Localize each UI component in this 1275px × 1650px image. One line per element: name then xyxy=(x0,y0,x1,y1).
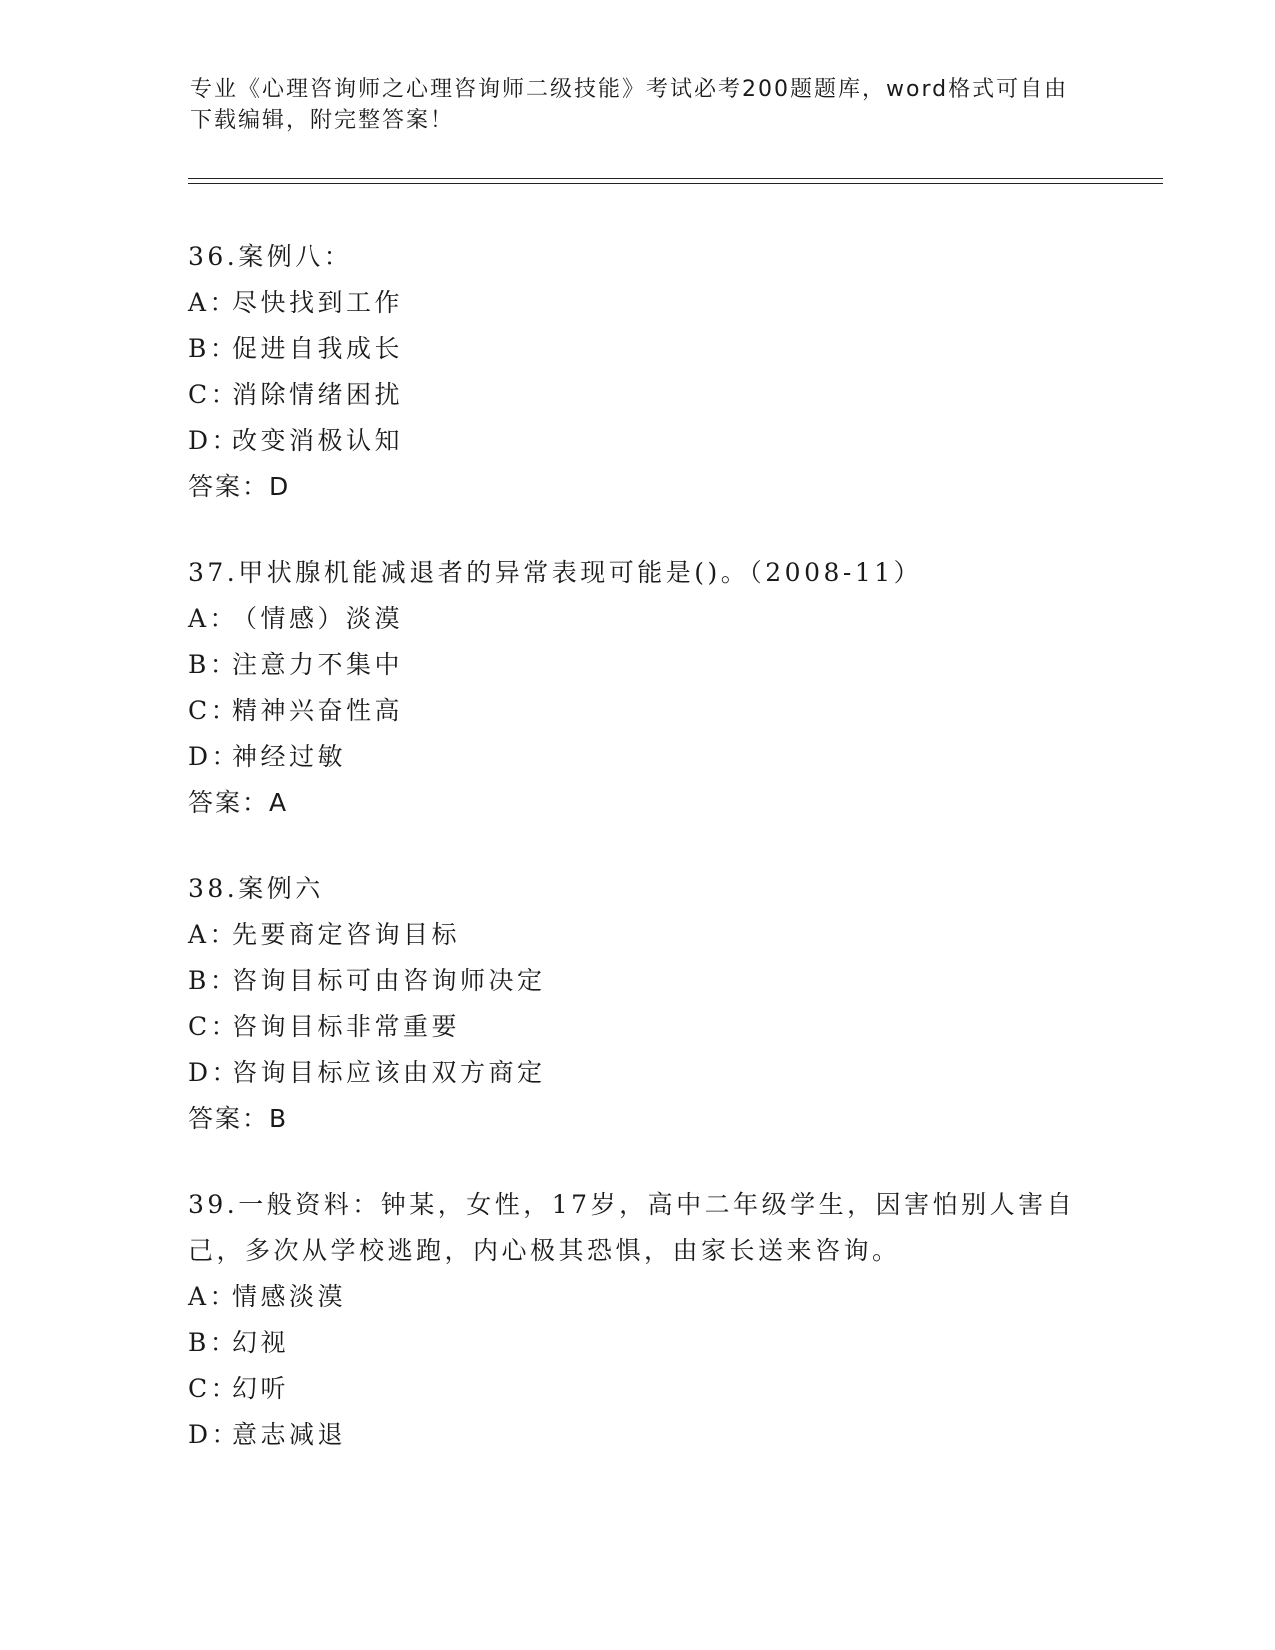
option-text: （情感）淡漠 xyxy=(232,604,404,633)
option-letter: C： xyxy=(188,1374,240,1403)
option-letter: D： xyxy=(188,1058,241,1087)
option-c xyxy=(188,688,1108,734)
question-37 xyxy=(188,550,1108,826)
header-divider-top xyxy=(188,178,1163,179)
option-b xyxy=(188,326,1108,372)
question-stem: 36.案例八： xyxy=(188,242,353,271)
option-letter: B： xyxy=(188,966,239,995)
option-letter: A： xyxy=(188,604,239,633)
option-letter: B： xyxy=(188,650,239,679)
option-d xyxy=(188,734,1108,780)
option-a xyxy=(188,596,1108,642)
option-c xyxy=(188,1004,1108,1050)
option-d xyxy=(188,1412,1088,1458)
option-text: 精神兴奋性高 xyxy=(232,696,404,725)
option-text: 注意力不集中 xyxy=(232,650,404,679)
option-text: 咨询目标可由咨询师决定 xyxy=(232,966,546,995)
option-letter: A： xyxy=(188,1282,239,1311)
question-stem: 38.案例六 xyxy=(188,874,324,903)
option-b xyxy=(188,1320,1088,1366)
option-letter: D： xyxy=(188,426,241,455)
option-text: 意志减退 xyxy=(232,1420,347,1449)
option-text: 幻视 xyxy=(232,1328,290,1357)
option-d xyxy=(188,418,1108,464)
document-header: 专业《心理咨询师之心理咨询师二级技能》考试必考200题题库，word格式可自由下载编辑，附完整答案！ xyxy=(190,77,1069,133)
answer-line: 答案：D xyxy=(188,472,291,501)
question-36 xyxy=(188,234,1108,510)
option-letter: D： xyxy=(188,742,241,771)
option-text: 神经过敏 xyxy=(232,742,347,771)
option-letter: B： xyxy=(188,1328,239,1357)
option-letter: C： xyxy=(188,1012,240,1041)
option-letter: B： xyxy=(188,334,239,363)
option-letter: C： xyxy=(188,696,240,725)
header-divider-bottom xyxy=(188,183,1163,184)
option-letter: C： xyxy=(188,380,240,409)
option-c xyxy=(188,372,1108,418)
answer-line: 答案：A xyxy=(188,788,289,817)
option-text: 改变消极认知 xyxy=(232,426,404,455)
option-letter: D： xyxy=(188,1420,241,1449)
question-stem: 37.甲状腺机能减退者的异常表现可能是()。（2008-11） xyxy=(188,558,923,587)
option-b xyxy=(188,958,1108,1004)
option-letter: A： xyxy=(188,920,239,949)
answer-line: 答案：B xyxy=(188,1104,289,1133)
option-c xyxy=(188,1366,1088,1412)
option-text: 先要商定咨询目标 xyxy=(232,920,461,949)
option-text: 咨询目标非常重要 xyxy=(232,1012,461,1041)
option-a xyxy=(188,1274,1088,1320)
option-a xyxy=(188,912,1108,958)
question-38 xyxy=(188,866,1108,1142)
option-b xyxy=(188,642,1108,688)
option-text: 咨询目标应该由双方商定 xyxy=(232,1058,546,1087)
option-text: 情感淡漠 xyxy=(232,1282,347,1311)
option-letter: A： xyxy=(188,288,239,317)
option-d xyxy=(188,1050,1108,1096)
option-text: 幻听 xyxy=(232,1374,290,1403)
option-a xyxy=(188,280,1108,326)
question-stem: 39.一般资料：钟某，女性，17岁，高中二年级学生，因害怕别人害自己，多次从学校逃跑，内心极其恐惧，由家长送来咨询。 xyxy=(188,1190,1076,1265)
option-text: 尽快找到工作 xyxy=(232,288,404,317)
question-39 xyxy=(188,1182,1088,1458)
option-text: 促进自我成长 xyxy=(232,334,404,363)
option-text: 消除情绪困扰 xyxy=(232,380,404,409)
